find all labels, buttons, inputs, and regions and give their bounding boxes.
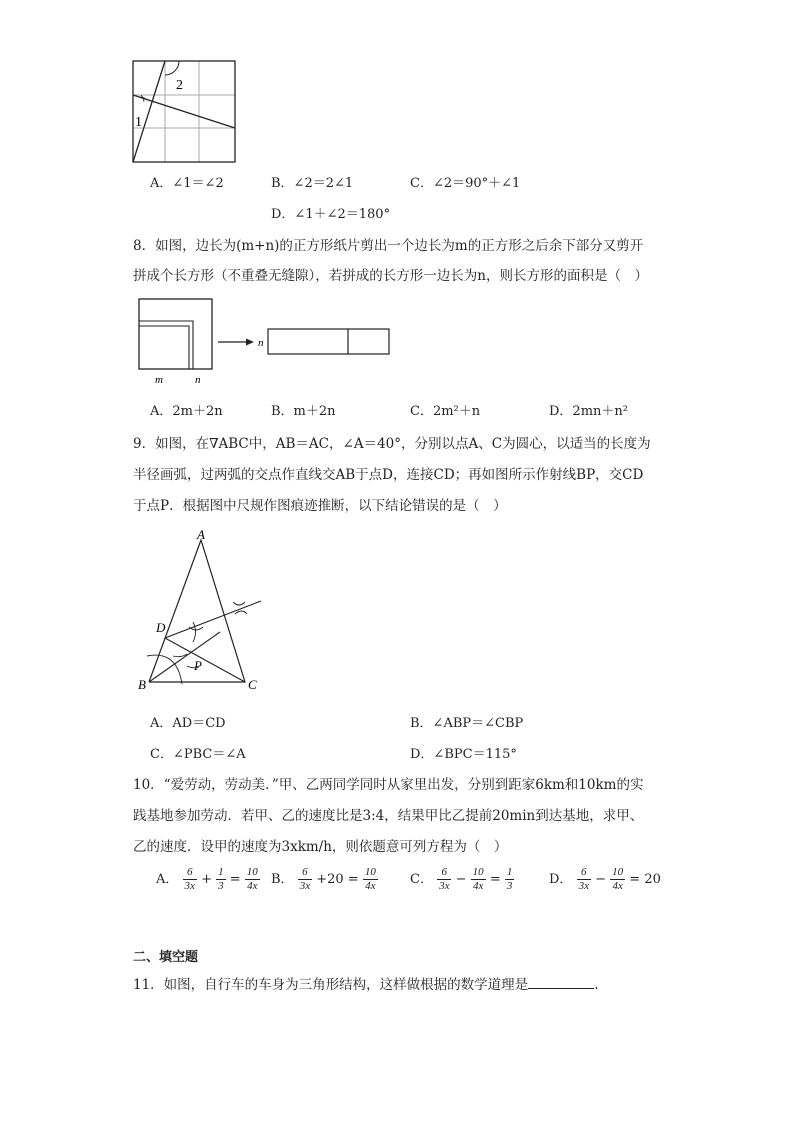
q9-option-a[interactable]: A．AD＝CD: [150, 716, 226, 731]
label-rect-n: n: [258, 337, 264, 349]
angle-1-label: 1: [135, 115, 142, 130]
frac-numerator: 6: [183, 866, 197, 880]
frac-numerator: 1: [218, 866, 224, 878]
frac-denominator: 3x: [578, 880, 589, 892]
q8-option-c[interactable]: C．2m²＋n: [410, 404, 481, 419]
q9-triangle-figure: [135, 528, 275, 694]
frac-denominator: 3: [506, 880, 513, 892]
frac-denominator: 4x: [247, 880, 258, 892]
point-d: D: [156, 620, 166, 635]
equals: =: [489, 872, 501, 887]
frac-denominator: 3x: [439, 880, 450, 892]
q11-text: 11．如图，自行车的车身为三角形结构，这样做根据的数学道理是: [133, 977, 529, 993]
label-n: n: [195, 374, 201, 386]
frac-denominator: 3x: [299, 880, 311, 892]
tail-term: = 20: [629, 872, 661, 887]
answer-blank[interactable]: [528, 976, 594, 989]
q10-stem-line3: 乙的速度．设甲的速度为3xkm/h，则依题意可列方程为（ ）: [133, 839, 508, 855]
q9-option-d[interactable]: D．∠BPC＝115°: [410, 747, 517, 762]
frac-numerator: 10: [472, 866, 484, 878]
q7-option-a[interactable]: A．∠1＝∠2: [150, 176, 224, 191]
operator: −: [455, 872, 467, 887]
q10-stem-line2: 践基地参加劳动．若甲、乙的速度比是3:4，结果甲比乙提前20min到达基地，求甲、: [133, 808, 644, 824]
frac-denominator: 4x: [472, 880, 484, 892]
frac-numerator: 6: [437, 866, 451, 880]
vertex-a: A: [197, 528, 205, 542]
q8-stem-line1: 8．如图，边长为(m+n)的正方形纸片剪出一个边长为m的正方形之后余下部分又剪开: [133, 238, 644, 254]
frac-denominator: 3x: [184, 880, 195, 892]
option-prefix: B．: [271, 872, 294, 887]
frac-numerator: 10: [364, 866, 376, 878]
option-prefix: A．: [156, 872, 179, 887]
vertex-c: C: [248, 677, 257, 692]
angle-2-label: 2: [176, 78, 183, 93]
frac-numerator: 6: [577, 866, 591, 880]
equals: =: [229, 872, 241, 887]
q11-stem: [133, 973, 598, 993]
option-prefix: D．: [549, 872, 573, 887]
q7-option-b[interactable]: B．∠2＝2∠1: [271, 176, 354, 191]
operator: −: [595, 872, 607, 887]
label-m: m: [155, 374, 163, 386]
middle-term: +20 =: [316, 872, 359, 887]
q9-stem-line2: 半径画弧，过两弧的交点作直线交AB于点D，连接CD；再如图所示作射线BP，交CD: [133, 467, 644, 483]
q8-option-d[interactable]: D．2mn＋n²: [549, 404, 628, 419]
q7-option-d[interactable]: D．∠1＋∠2＝180°: [271, 207, 391, 222]
q8-option-a[interactable]: A．2m＋2n: [150, 404, 223, 419]
vertex-b: B: [138, 677, 146, 692]
frac-denominator: 4x: [612, 880, 623, 892]
frac-numerator: 6: [298, 866, 312, 880]
q9-stem-line3: 于点P．根据图中尺规作图痕迹推断，以下结论错误的是（ ）: [133, 498, 507, 514]
q9-option-c[interactable]: C．∠PBC＝∠A: [150, 747, 246, 762]
point-p: P: [194, 658, 202, 673]
q10-option-b[interactable]: [271, 866, 378, 893]
frac-numerator: 10: [612, 866, 624, 878]
q8-option-b[interactable]: B．m＋2n: [271, 404, 336, 419]
q7-grid-figure: [130, 58, 240, 166]
operator: +: [201, 872, 212, 887]
q9-stem-line1: 9．如图，在∇ABC中，AB＝AC，∠A＝40°，分别以点A、C为圆心，以适当的长度为: [133, 436, 651, 452]
frac-numerator: 10: [246, 866, 258, 878]
frac-denominator: 3: [218, 880, 224, 892]
frac-numerator: 1: [506, 866, 513, 878]
q8-stem-line2: 拼成个长方形（不重叠无缝隙），若拼成的长方形一边长为n，则长方形的面积是（ ）: [133, 268, 648, 284]
q7-option-c[interactable]: C．∠2＝90°＋∠1: [410, 176, 521, 191]
q10-option-d[interactable]: [549, 866, 661, 893]
q10-stem-line1: 10．“爱劳动，劳动美．”甲、乙两同学同时从家里出发，分别到距家6km和10km的实: [133, 777, 644, 793]
frac-denominator: 4x: [365, 880, 376, 892]
option-prefix: C．: [410, 872, 433, 887]
q10-option-c[interactable]: [410, 866, 514, 893]
q10-option-a[interactable]: [156, 866, 260, 893]
section-title: 二、填空题: [133, 950, 199, 965]
q8-square-figure: [130, 295, 400, 387]
q11-end: .: [594, 977, 599, 993]
q9-option-b[interactable]: B．∠ABP＝∠CBP: [410, 716, 524, 731]
arrow-head: [246, 339, 254, 346]
